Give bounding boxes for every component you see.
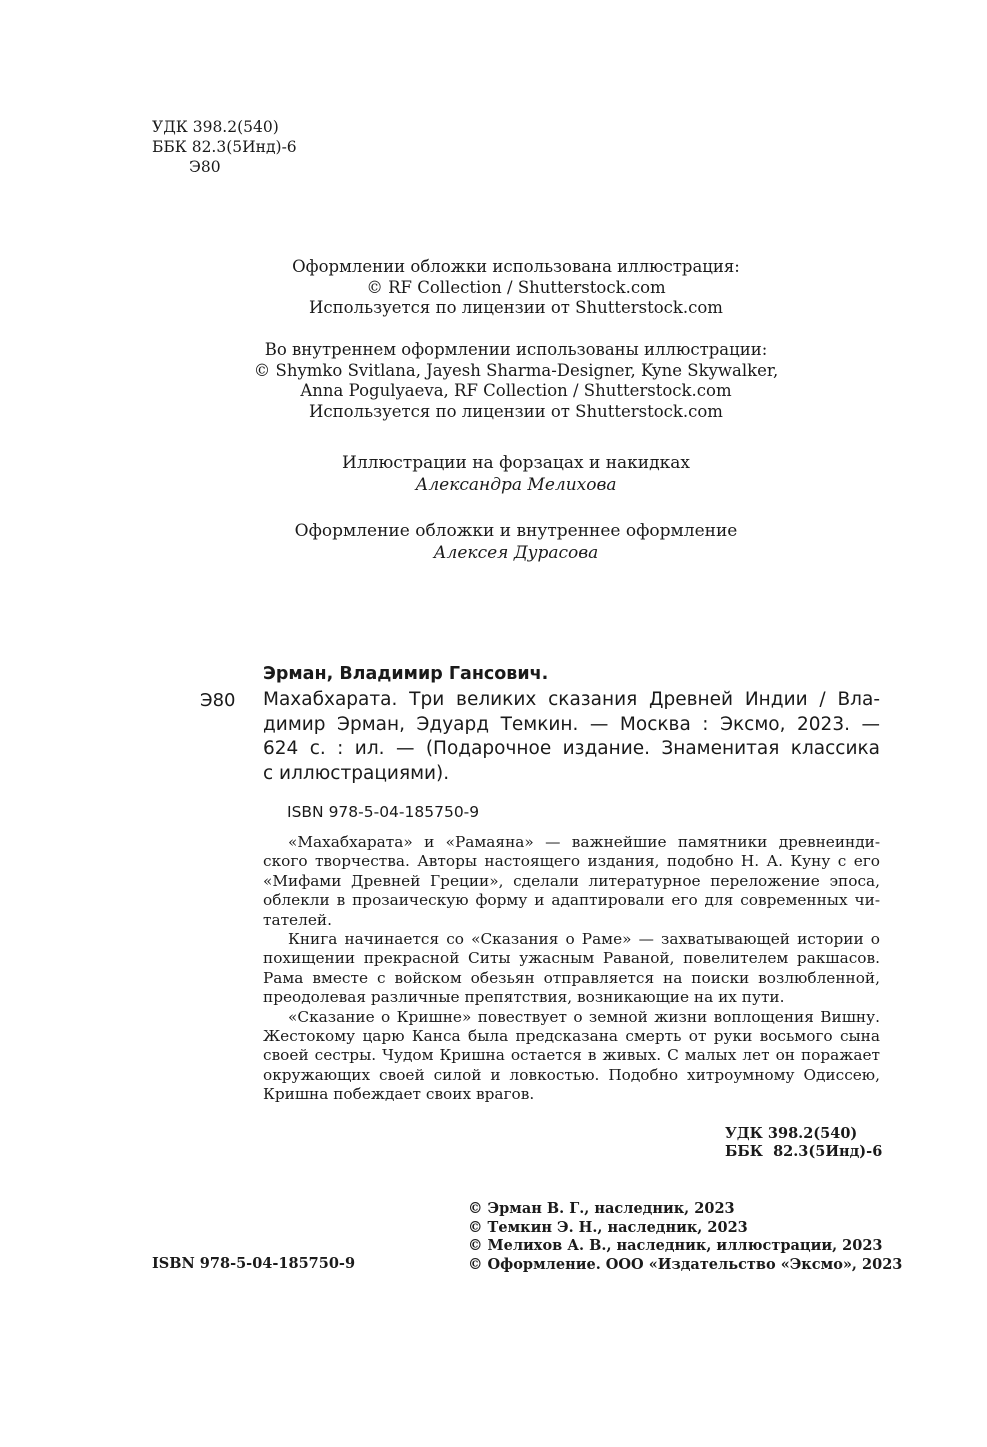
- copyright-line: © Мелихов А. В., наследник, иллюстрации, 2023: [468, 1237, 883, 1255]
- credit-line: Оформлении обложки использована иллюстрация:: [292, 257, 740, 276]
- design-label: Оформление обложки и внутреннее оформление: [294, 521, 738, 541]
- copyright-line: © Оформление. ООО «Издательство «Эксмо», 2023: [468, 1256, 903, 1274]
- annotation-line: тателей.: [263, 910, 332, 929]
- copyright-line: © Эрман В. Г., наследник, 2023: [468, 1200, 735, 1217]
- copyright-block: [468, 1200, 902, 1275]
- credit-line: Используется по лицензии от Shutterstock.com: [309, 401, 723, 421]
- copyright-line: © Темкин Э. Н., наследник, 2023: [468, 1218, 748, 1236]
- credit-line: Используется по лицензии от Shutterstock.com: [309, 298, 723, 317]
- annotation-line: облекли в прозаическую форму и адаптировали его для современных чи-: [263, 891, 880, 910]
- endpapers-label: Иллюстрации на форзацах и накидках: [342, 453, 690, 473]
- credit-line: Во внутреннем оформлении использованы иллюстрации:: [264, 340, 768, 359]
- description-line: димир Эрман, Эдуард Темкин. — Москва : Эксмо, 2023. —: [263, 713, 880, 735]
- description-line: 624 с. : ил. — (Подарочное издание. Знаменитая классика: [263, 738, 880, 759]
- inner-illustrations-credit: [150, 340, 882, 422]
- isbn-bottom: ISBN 978-5-04-185750-9: [152, 1255, 356, 1272]
- annotation-line: Кришна побеждает своих врагов.: [263, 1085, 535, 1104]
- isbn-entry: ISBN 978-5-04-185750-9: [287, 803, 480, 821]
- annotation: [263, 833, 880, 1105]
- annotation-line: своей сестры. Чудом Кришна остается в живых. С малых лет он поражает: [263, 1046, 880, 1065]
- credit-line: Anna Pogulyaeva, RF Collection / Shutterstock.com: [300, 381, 732, 400]
- annotation-line: «Мифами Древней Греции», сделали литературное переложение эпоса,: [263, 871, 880, 890]
- author-mark-entry: Э80: [200, 690, 236, 711]
- endpapers-author: Александра Мелихова: [415, 475, 617, 495]
- udk-code-bottom: УДК 398.2(540): [725, 1125, 858, 1142]
- author-mark-top: Э80: [189, 158, 221, 176]
- udk-code-top: УДК 398.2(540): [152, 118, 279, 136]
- annotation-line: ского творчества. Авторы настоящего издания, подобно Н. А. Куну с его: [263, 852, 880, 871]
- design-credit: [150, 520, 882, 564]
- annotation-line: Жестокому царю Канса была предсказана смерть от руки восьмого сына: [263, 1027, 880, 1046]
- annotation-line: окружающих своей силой и ловкостью. Подобно хитроумному Одиссею,: [263, 1065, 880, 1084]
- annotation-line: «Сказание о Кришне» повествует о земной жизни воплощения Вишну.: [288, 1007, 880, 1026]
- description-line: Махабхарата. Три великих сказания Древней Индии / Вла-: [263, 689, 880, 710]
- endpapers-credit: [150, 452, 882, 496]
- author-heading: Эрман, Владимир Гансович.: [263, 664, 549, 684]
- annotation-line: Книга начинается со «Сказания о Раме» — захватывающей истории о: [288, 930, 880, 949]
- annotation-line: Рама вместе с войском обезьян отправляется на поиски возлюбленной,: [263, 968, 880, 987]
- bbk-code-top: ББК 82.3(5Инд)-6: [152, 138, 297, 156]
- annotation-line: преодолевая различные препятствия, возникающие на их пути.: [263, 988, 785, 1007]
- credit-line: © Shymko Svitlana, Jayesh Sharma-Designer, Kyne Skywalker,: [253, 360, 779, 380]
- description-line: с иллюстрациями).: [263, 762, 450, 784]
- catalog-description: [263, 688, 880, 786]
- design-author: Алексея Дурасова: [433, 543, 599, 563]
- bbk-code-bottom: ББК 82.3(5Инд)-6: [725, 1143, 883, 1160]
- annotation-line: похищении прекрасной Ситы ужасным Раваной, повелителем ракшасов.: [263, 949, 880, 968]
- credit-line: © RF Collection / Shutterstock.com: [366, 277, 666, 297]
- annotation-line: «Махабхарата» и «Рамаяна» — важнейшие памятники древнеинди-: [288, 833, 880, 851]
- cover-illustration-credit: [150, 257, 882, 319]
